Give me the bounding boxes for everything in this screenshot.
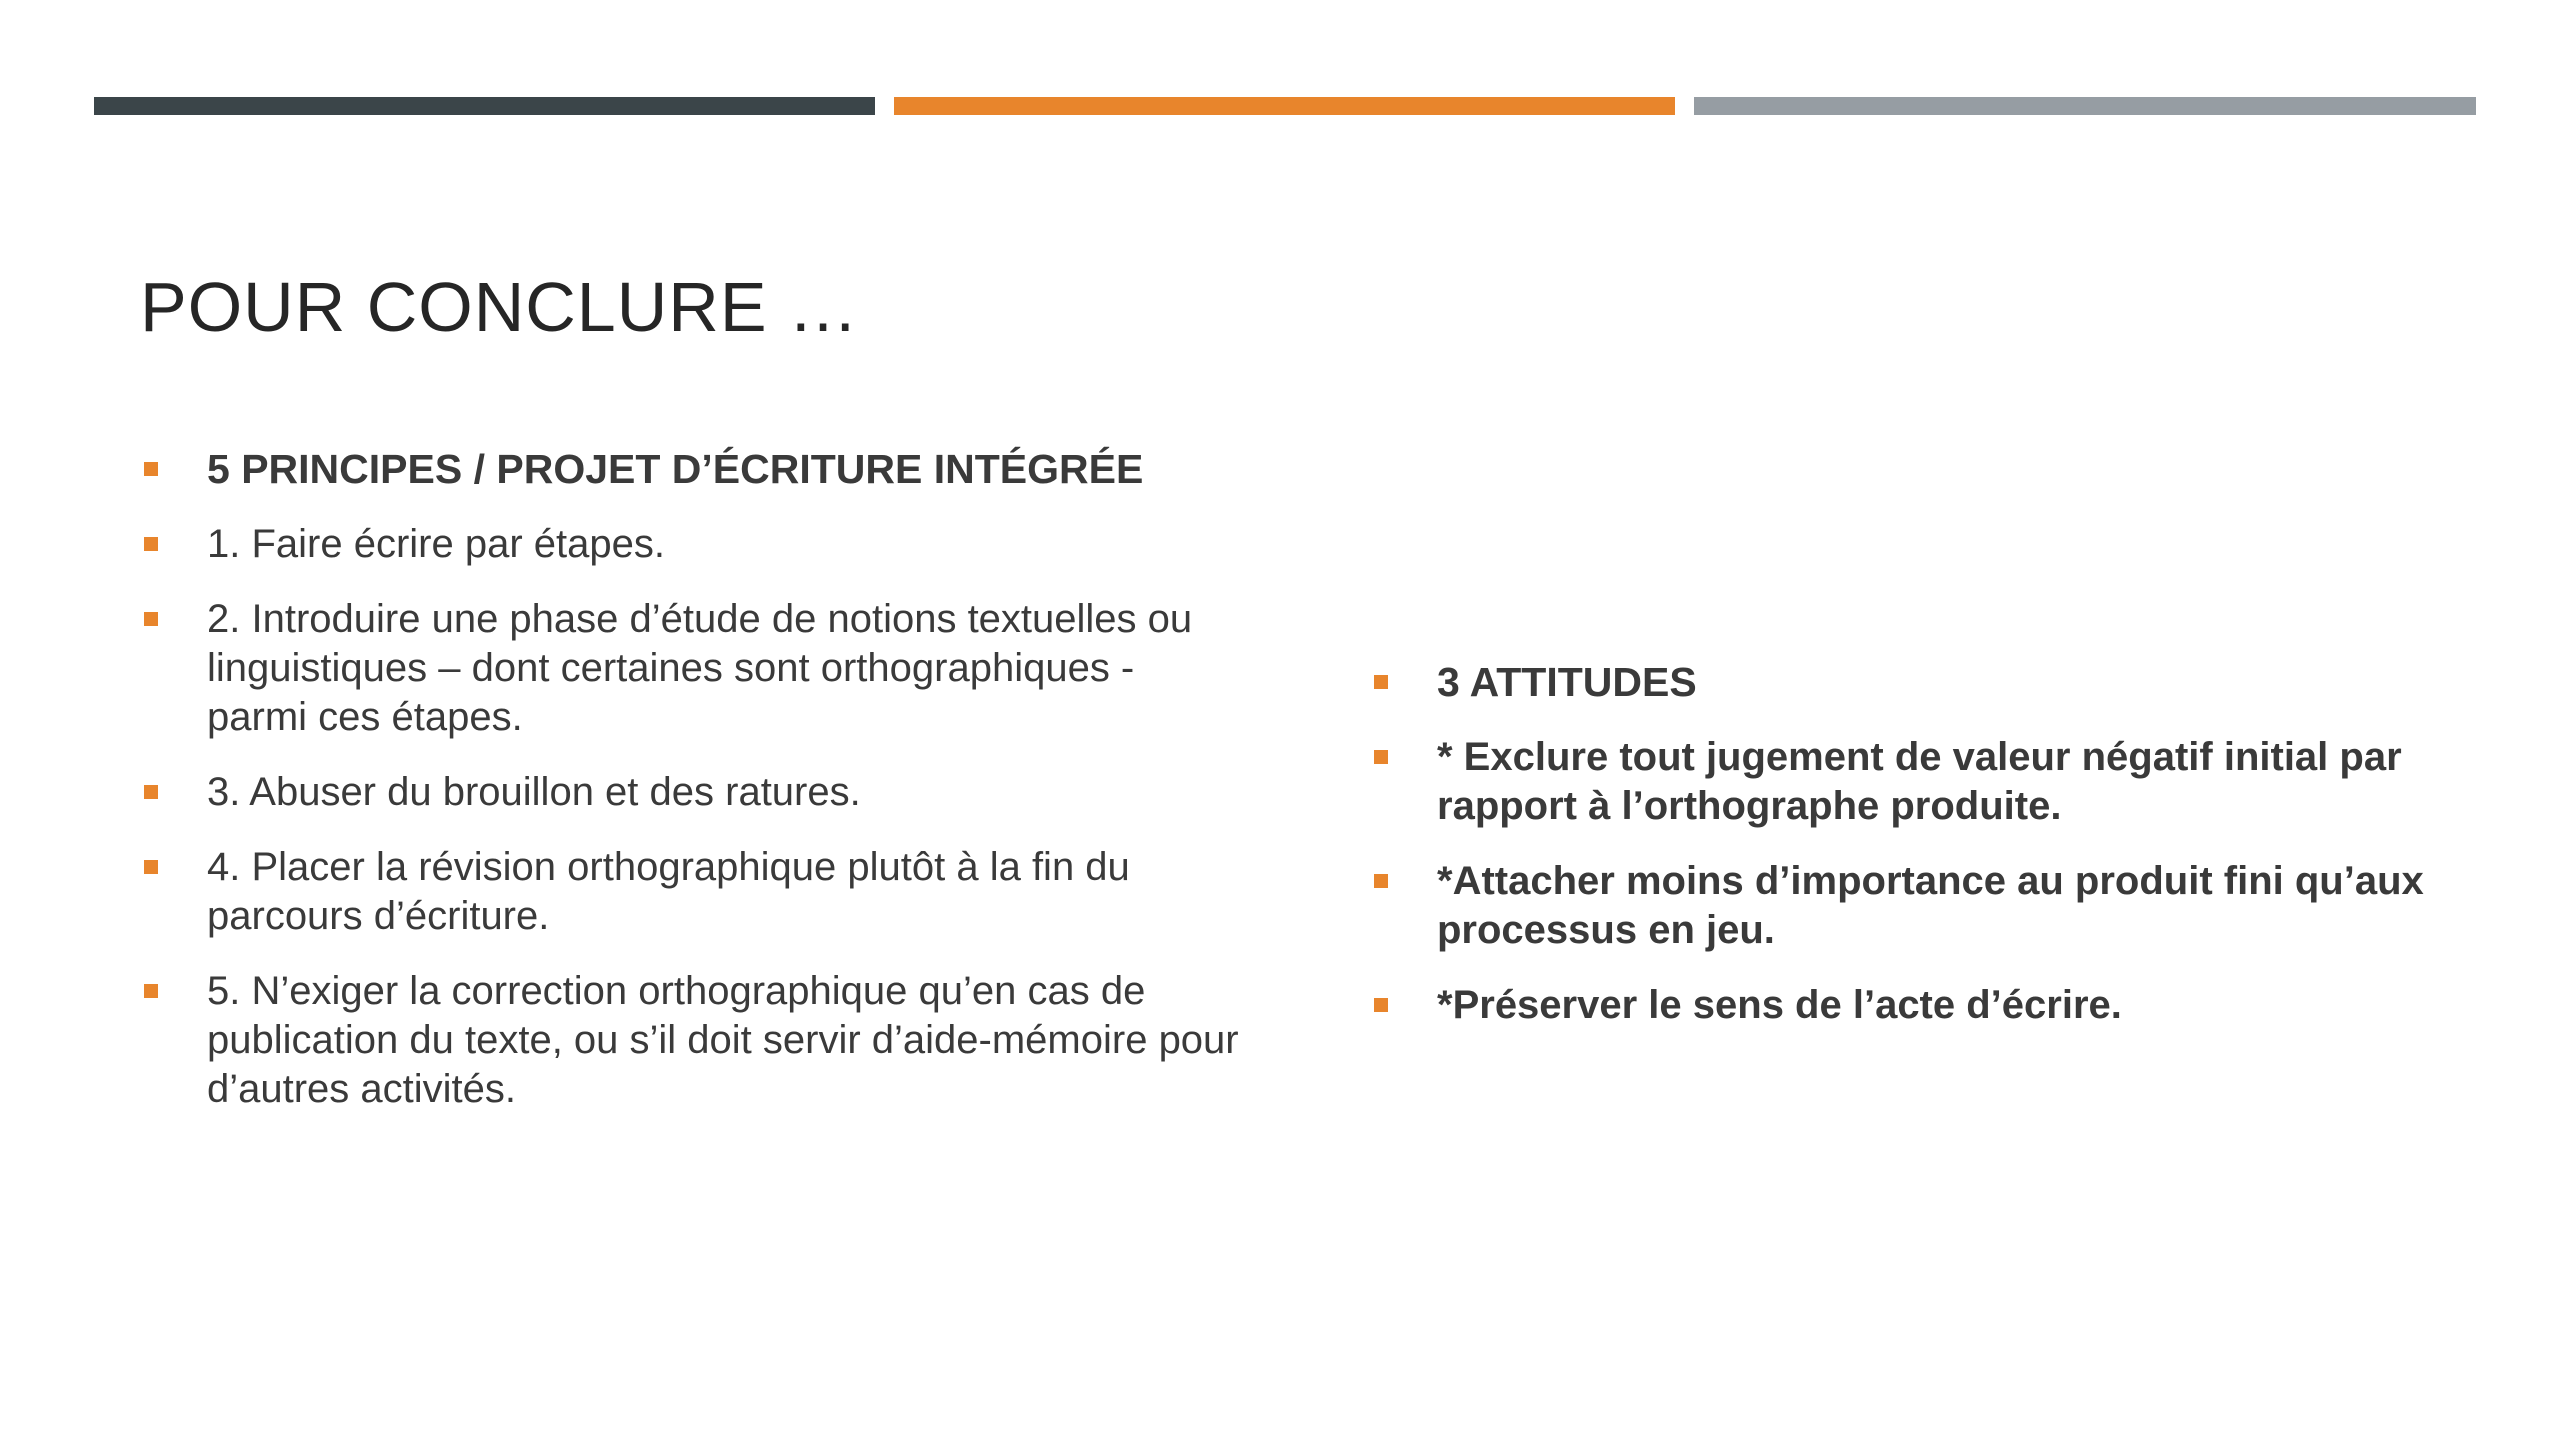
list-item (140, 967, 1240, 1114)
list-item-text: 3 ATTITUDES (1437, 659, 1697, 705)
list-item-text: 2. Introduire une phase d’étude de notions textuelles ou linguistiques – dont certaines sont orthographiques - parmi ces étapes. (207, 597, 1193, 739)
list-item-text: *Préserver le sens de l’acte d’écrire. (1437, 983, 2122, 1027)
square-bullet-icon (144, 984, 158, 998)
list-item-text: 5 PRINCIPES / PROJET D’ÉCRITURE INTÉGRÉE (207, 446, 1144, 492)
list-item-text: 4. Placer la révision orthographique plutôt à la fin du parcours d’écriture. (207, 845, 1130, 938)
square-bullet-icon (1374, 750, 1388, 764)
list-item (140, 768, 1240, 817)
list-item (1370, 658, 2450, 707)
list-item-text: 5. N’exiger la correction orthographique qu’en cas de publication du texte, ou s’il doit servir d’aide-mémoire pour d’autres activités. (207, 969, 1239, 1111)
list-item-text: *Attacher moins d’importance au produit fini qu’aux processus en jeu. (1437, 859, 2424, 952)
square-bullet-icon (144, 860, 158, 874)
square-bullet-icon (144, 785, 158, 799)
list-item (140, 445, 1240, 494)
square-bullet-icon (1374, 874, 1388, 888)
attitudes-list (1370, 658, 2450, 1056)
list-item-text: 1. Faire écrire par étapes. (207, 522, 665, 566)
slide-title: POUR CONCLURE … (140, 268, 859, 346)
accent-bar-orange (894, 97, 1675, 115)
square-bullet-icon (144, 537, 158, 551)
accent-bar-gray (1694, 97, 2476, 115)
principles-list (140, 445, 1240, 1140)
list-item-text: * Exclure tout jugement de valeur négatif initial par rapport à l’orthographe produite. (1437, 735, 2402, 828)
accent-bar-dark (94, 97, 875, 115)
square-bullet-icon (144, 612, 158, 626)
list-item (1370, 857, 2450, 955)
list-item (1370, 733, 2450, 831)
square-bullet-icon (144, 462, 158, 476)
list-item (140, 595, 1240, 742)
list-item (140, 520, 1240, 569)
square-bullet-icon (1374, 675, 1388, 689)
square-bullet-icon (1374, 998, 1388, 1012)
list-item (1370, 981, 2450, 1030)
list-item (140, 843, 1240, 941)
list-item-text: 3. Abuser du brouillon et des ratures. (207, 770, 861, 814)
